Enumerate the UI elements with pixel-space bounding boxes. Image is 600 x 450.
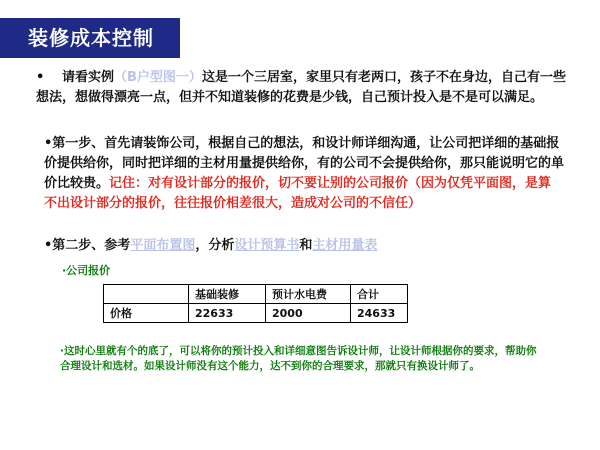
table-header-cell: 基础装修 [189,285,266,304]
table-header-row [104,285,408,304]
advice-note: ·这时心里就有个的底了，可以将你的预计投入和详细意图告诉设计师，让设计师根据你的要求，帮助你合理设计和选材。如果设计师没有这个能力，达不到你的合理要求，那就只有换设计师了。 [60,345,537,372]
step1-warning: 记住：对有设计部分的报价，切不要让别的公司报价（因为仅凭平面图，是算不出设计部分的报价，往往报价相差很大，造成对公司的不信任） [44,176,552,211]
table-header-cell: 合计 [351,285,408,304]
bullet-icon: • [36,70,45,85]
page-title: 装修成本控制 [0,18,180,58]
company-quote-label: ·公司报价 [62,264,111,277]
table-row [104,304,408,323]
table-header-cell: 预计水电费 [266,285,351,304]
table-cell: 价格 [104,304,189,323]
step1-text: •第一步、首先请装饰公司，根据自己的想法，和设计师详细沟通，让公司把详细的基础报价提供给你，同时把详细的主材用量提供给你，有的公司不会提供给你，那只能说明它的单价比较贵。 [44,136,565,191]
cost-table [103,284,408,323]
table-cell: 22633 [189,304,266,323]
step2-mid: ，分析 [195,238,235,253]
intro-paragraph [36,68,566,108]
table-cell: 2000 [266,304,351,323]
step1-paragraph [44,134,564,214]
intro-prefix: 请看实例 [62,70,115,85]
step2-paragraph [44,236,564,256]
material-list-link[interactable]: 主材用量表 [312,238,378,253]
intro-rest: 这是一个三居室，家里只有老两口，孩子不在身边，自己有一些想法，想做得漂亮一点，但并不知道装修的花费是少钱，自己预计投入是不是可以满足。 [36,70,566,105]
step2-and: 和 [299,238,313,253]
step2-prefix: •第二步、参考 [44,238,131,253]
design-budget-link[interactable]: 设计预算书 [234,238,300,253]
table-cell: 24633 [351,304,408,323]
floor-plan-link[interactable]: 平面布置图 [130,238,196,253]
intro-highlight: （B户型图一） [114,70,202,85]
table-header-cell [104,285,189,304]
